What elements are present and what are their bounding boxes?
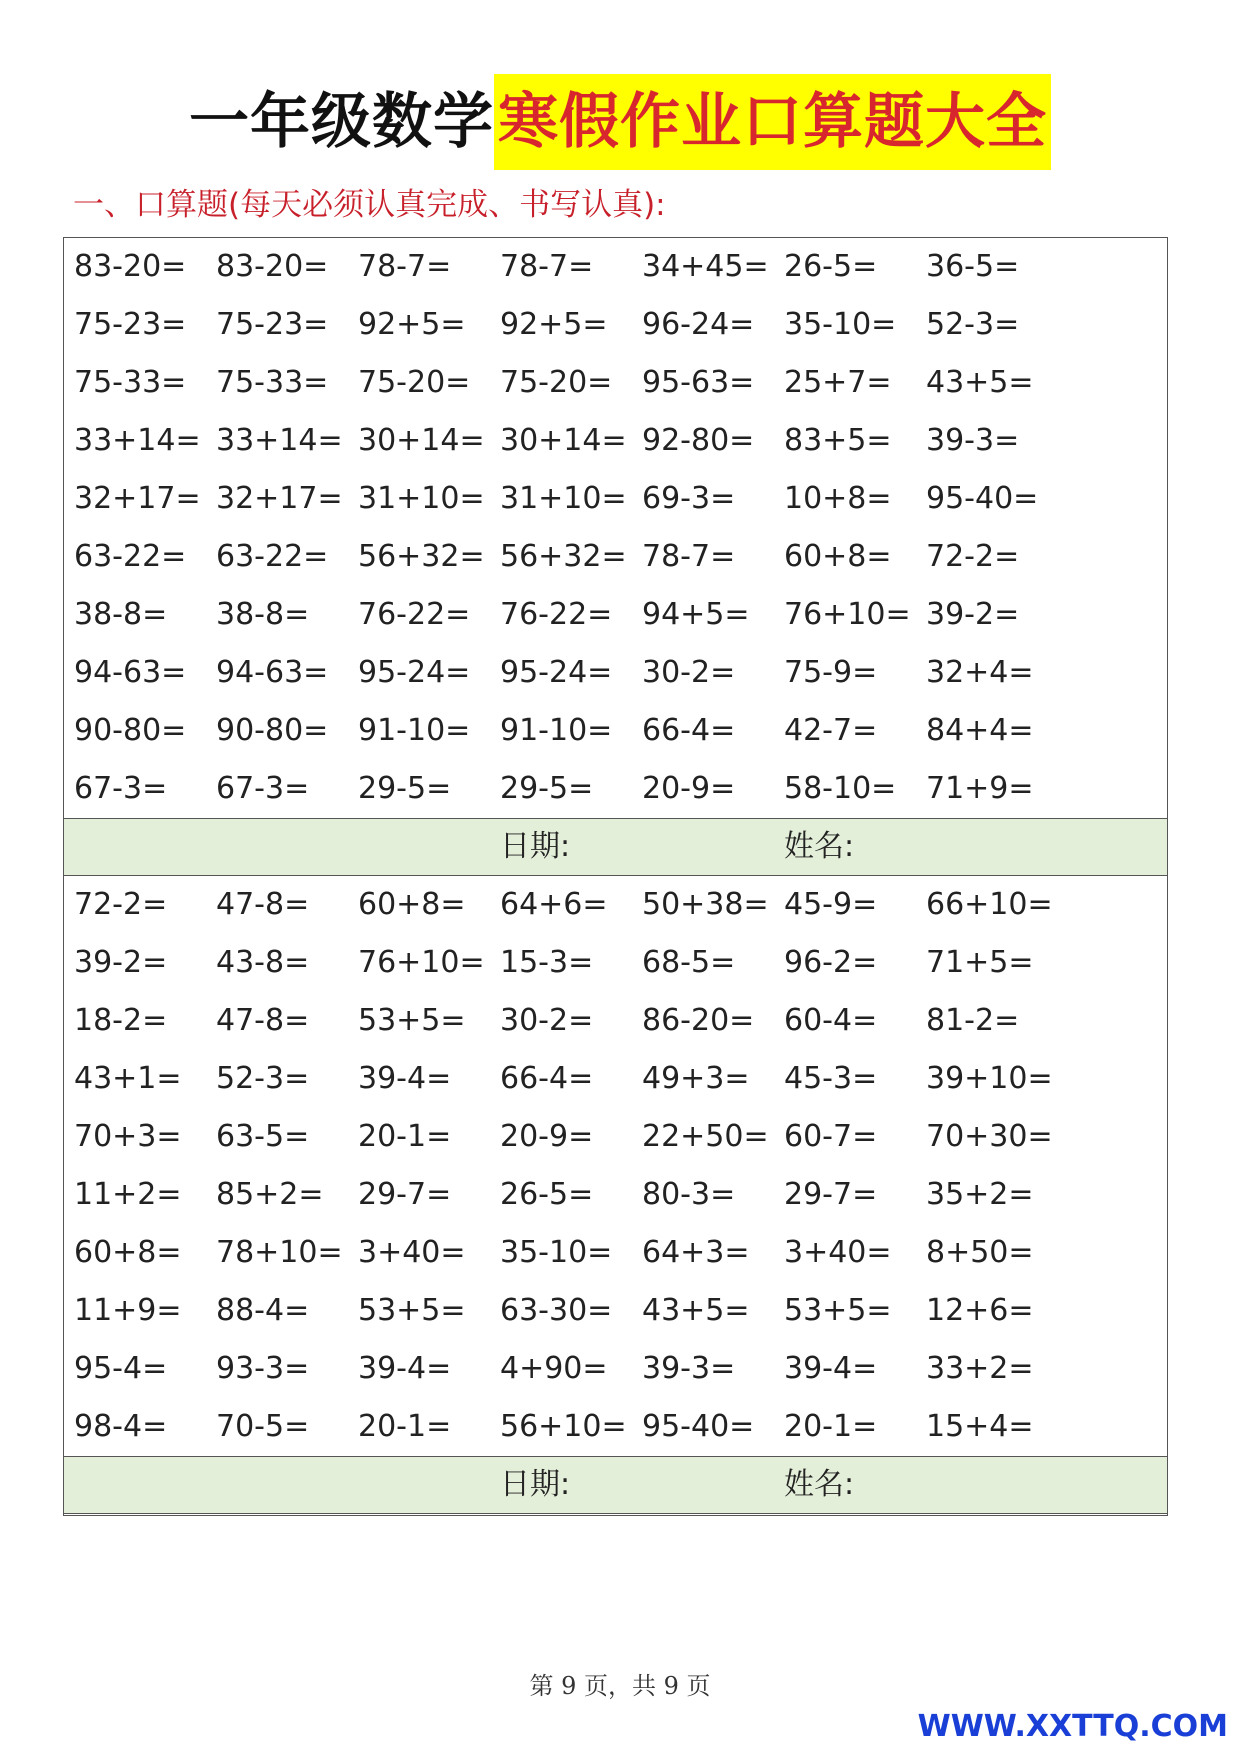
math-problem: 3+40= [784, 1235, 892, 1270]
math-problem: 39-3= [926, 423, 1020, 458]
math-problem: 20-9= [500, 1119, 594, 1154]
math-problem: 76-22= [358, 597, 471, 632]
math-problem: 70+30= [926, 1119, 1053, 1154]
watermark: WWW.XXTTQ.COM [917, 1709, 1228, 1744]
math-problem: 15-3= [500, 945, 594, 980]
math-problem: 22+50= [642, 1119, 769, 1154]
math-problem: 58-10= [784, 771, 897, 806]
math-problem: 39-2= [926, 597, 1020, 632]
math-problem: 64+6= [500, 887, 608, 922]
math-problem: 60+8= [784, 539, 892, 574]
math-problem: 56+32= [500, 539, 627, 574]
math-problem: 93-3= [216, 1351, 310, 1386]
math-problem: 12+6= [926, 1293, 1034, 1328]
date-label: 日期: [500, 1467, 571, 1502]
math-problem: 35-10= [784, 307, 897, 342]
problem-row [64, 586, 1167, 644]
math-problem: 72-2= [926, 539, 1020, 574]
math-problem: 78+10= [216, 1235, 343, 1270]
math-problem: 75-20= [358, 365, 471, 400]
math-problem: 11+2= [74, 1177, 182, 1212]
math-problem: 95-4= [74, 1351, 168, 1386]
math-problem: 43+5= [926, 365, 1034, 400]
math-problem: 66-4= [642, 713, 736, 748]
math-problem: 92+5= [500, 307, 608, 342]
math-problem: 96-2= [784, 945, 878, 980]
math-problem: 20-1= [784, 1409, 878, 1444]
math-problem: 36-5= [926, 249, 1020, 284]
math-problem: 32+17= [74, 481, 201, 516]
math-problem: 60-4= [784, 1003, 878, 1038]
math-problem: 63-30= [500, 1293, 613, 1328]
math-problem: 15+4= [926, 1409, 1034, 1444]
math-problem: 76+10= [358, 945, 485, 980]
math-problem: 52-3= [216, 1061, 310, 1096]
math-problem: 76-22= [500, 597, 613, 632]
math-problem: 75-9= [784, 655, 878, 690]
math-problem: 94-63= [74, 655, 187, 690]
math-problem: 18-2= [74, 1003, 168, 1038]
name-label: 姓名: [784, 1467, 855, 1502]
name-label: 姓名: [784, 829, 855, 864]
math-problem: 33+14= [216, 423, 343, 458]
math-problem: 75-23= [216, 307, 329, 342]
math-problem: 11+9= [74, 1293, 182, 1328]
math-problem: 75-23= [74, 307, 187, 342]
math-problem: 75-33= [216, 365, 329, 400]
math-problem: 56+10= [500, 1409, 627, 1444]
problem-row [64, 1050, 1167, 1108]
math-problem: 63-5= [216, 1119, 310, 1154]
math-problem: 70+3= [74, 1119, 182, 1154]
math-problem: 81-2= [926, 1003, 1020, 1038]
math-problem: 78-7= [500, 249, 594, 284]
math-problem: 95-63= [642, 365, 755, 400]
math-problem: 39+10= [926, 1061, 1053, 1096]
math-problem: 30+14= [500, 423, 627, 458]
math-problem: 20-1= [358, 1119, 452, 1154]
math-problem: 35-10= [500, 1235, 613, 1270]
math-problem: 30-2= [642, 655, 736, 690]
math-problem: 71+5= [926, 945, 1034, 980]
worksheet-table [63, 237, 1168, 1516]
math-problem: 63-22= [216, 539, 329, 574]
math-problem: 72-2= [74, 887, 168, 922]
section-heading: 一、口算题(每天必须认真完成、书写认真): [73, 187, 666, 223]
problem-row [64, 644, 1167, 702]
math-problem: 38-8= [216, 597, 310, 632]
math-problem: 75-33= [74, 365, 187, 400]
math-problem: 3+40= [358, 1235, 466, 1270]
math-problem: 10+8= [784, 481, 892, 516]
math-problem: 39-3= [642, 1351, 736, 1386]
math-problem: 75-20= [500, 365, 613, 400]
problem-row [64, 992, 1167, 1050]
math-problem: 4+90= [500, 1351, 608, 1386]
math-problem: 83+5= [784, 423, 892, 458]
math-problem: 32+17= [216, 481, 343, 516]
math-problem: 94-63= [216, 655, 329, 690]
math-problem: 69-3= [642, 481, 736, 516]
page-title [0, 74, 1240, 170]
math-problem: 25+7= [784, 365, 892, 400]
math-problem: 86-20= [642, 1003, 755, 1038]
problem-row [64, 876, 1167, 934]
math-problem: 42-7= [784, 713, 878, 748]
problem-row [64, 528, 1167, 586]
math-problem: 95-24= [358, 655, 471, 690]
math-problem: 94+5= [642, 597, 750, 632]
math-problem: 83-20= [74, 249, 187, 284]
title-part-1: 一年级数学 [189, 87, 494, 157]
math-problem: 80-3= [642, 1177, 736, 1212]
math-problem: 32+4= [926, 655, 1034, 690]
math-problem: 90-80= [216, 713, 329, 748]
problem-row [64, 1224, 1167, 1282]
math-problem: 66+10= [926, 887, 1053, 922]
math-problem: 67-3= [74, 771, 168, 806]
math-problem: 29-7= [784, 1177, 878, 1212]
math-problem: 95-24= [500, 655, 613, 690]
math-problem: 47-8= [216, 1003, 310, 1038]
problem-row [64, 934, 1167, 992]
problem-row [64, 412, 1167, 470]
math-problem: 53+5= [358, 1293, 466, 1328]
problem-row [64, 1108, 1167, 1166]
math-problem: 60+8= [74, 1235, 182, 1270]
math-problem: 43+1= [74, 1061, 182, 1096]
math-problem: 49+3= [642, 1061, 750, 1096]
math-problem: 92+5= [358, 307, 466, 342]
math-problem: 43-8= [216, 945, 310, 980]
math-problem: 45-9= [784, 887, 878, 922]
math-problem: 68-5= [642, 945, 736, 980]
math-problem: 29-5= [500, 771, 594, 806]
problem-row [64, 760, 1167, 818]
math-problem: 60+8= [358, 887, 466, 922]
math-problem: 43+5= [642, 1293, 750, 1328]
math-problem: 64+3= [642, 1235, 750, 1270]
math-problem: 33+14= [74, 423, 201, 458]
math-problem: 98-4= [74, 1409, 168, 1444]
math-problem: 70-5= [216, 1409, 310, 1444]
math-problem: 60-7= [784, 1119, 878, 1154]
problem-row [64, 354, 1167, 412]
math-problem: 20-9= [642, 771, 736, 806]
math-problem: 33+2= [926, 1351, 1034, 1386]
problem-row [64, 1166, 1167, 1224]
math-problem: 71+9= [926, 771, 1034, 806]
problem-row [64, 296, 1167, 354]
date-name-band [64, 1456, 1167, 1514]
math-problem: 78-7= [358, 249, 452, 284]
page-footer: 第 9 页，共 9 页 [529, 1672, 711, 1700]
problem-row [64, 1398, 1167, 1456]
math-problem: 29-7= [358, 1177, 452, 1212]
math-problem: 53+5= [784, 1293, 892, 1328]
math-problem: 96-24= [642, 307, 755, 342]
problem-row [64, 1340, 1167, 1398]
math-problem: 91-10= [358, 713, 471, 748]
math-problem: 8+50= [926, 1235, 1034, 1270]
math-problem: 47-8= [216, 887, 310, 922]
math-problem: 38-8= [74, 597, 168, 632]
math-problem: 31+10= [500, 481, 627, 516]
date-label: 日期: [500, 829, 571, 864]
math-problem: 90-80= [74, 713, 187, 748]
math-problem: 34+45= [642, 249, 769, 284]
math-problem: 66-4= [500, 1061, 594, 1096]
math-problem: 56+32= [358, 539, 485, 574]
problem-row [64, 238, 1167, 296]
math-problem: 78-7= [642, 539, 736, 574]
math-problem: 95-40= [642, 1409, 755, 1444]
math-problem: 88-4= [216, 1293, 310, 1328]
math-problem: 50+38= [642, 887, 769, 922]
math-problem: 67-3= [216, 771, 310, 806]
math-problem: 39-4= [784, 1351, 878, 1386]
math-problem: 84+4= [926, 713, 1034, 748]
math-problem: 30+14= [358, 423, 485, 458]
math-problem: 76+10= [784, 597, 911, 632]
math-problem: 26-5= [784, 249, 878, 284]
math-problem: 39-4= [358, 1351, 452, 1386]
math-problem: 63-22= [74, 539, 187, 574]
math-problem: 39-4= [358, 1061, 452, 1096]
problem-row [64, 470, 1167, 528]
date-name-band [64, 818, 1167, 876]
problem-row [64, 702, 1167, 760]
title-part-2-highlighted: 寒假作业口算题大全 [494, 74, 1051, 170]
math-problem: 91-10= [500, 713, 613, 748]
math-problem: 83-20= [216, 249, 329, 284]
math-problem: 30-2= [500, 1003, 594, 1038]
math-problem: 26-5= [500, 1177, 594, 1212]
math-problem: 39-2= [74, 945, 168, 980]
problem-row [64, 1282, 1167, 1340]
math-problem: 20-1= [358, 1409, 452, 1444]
math-problem: 29-5= [358, 771, 452, 806]
math-problem: 53+5= [358, 1003, 466, 1038]
math-problem: 45-3= [784, 1061, 878, 1096]
math-problem: 95-40= [926, 481, 1039, 516]
math-problem: 92-80= [642, 423, 755, 458]
math-problem: 52-3= [926, 307, 1020, 342]
math-problem: 85+2= [216, 1177, 324, 1212]
math-problem: 31+10= [358, 481, 485, 516]
math-problem: 35+2= [926, 1177, 1034, 1212]
